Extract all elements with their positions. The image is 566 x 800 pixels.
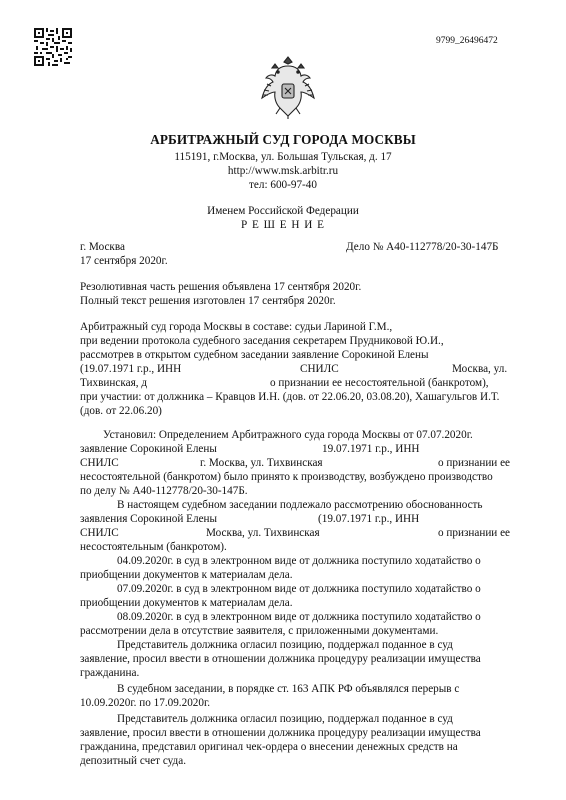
p1-line-1: Установил: Определением Арбитражного суда города Москвы от 07.07.2020г. <box>103 429 473 441</box>
p1-line-2a: заявление Сорокиной Елены <box>80 443 217 455</box>
p1-line-3c: о признании ее <box>438 457 511 469</box>
decision-title: Р Е Ш Е Н И Е <box>241 219 325 231</box>
p5-line-2: рассмотрении дела в отсутствие заявителя, с приложенными документами. <box>80 625 439 637</box>
p7-line-1: В судебном заседании, в порядке ст. 163 АПК РФ объявлялся перерыв с <box>117 683 460 695</box>
court-address: 115191, г.Москва, ул. Большая Тульская, д. 17 <box>174 151 392 163</box>
announce-line-2: Полный текст решения изготовлен 17 сентября 2020г. <box>80 295 336 307</box>
composition-line-2: при ведении протокола судебного заседания секретарем Прудниковой Ю.И., <box>80 335 444 347</box>
in-name-of: Именем Российской Федерации <box>207 205 359 217</box>
p8-line-3: гражданина, представил оригинал чек-ордера о внесении денежных средств на <box>80 741 458 753</box>
p2-line-2a: заявления Сорокиной Елены <box>80 513 218 525</box>
p1-line-2b: 19.07.1971 г.р., ИНН <box>322 443 420 455</box>
p8-line-2: заявление, просил ввести в отношении должника процедуру реализации имущества <box>80 727 481 739</box>
qr-code <box>34 28 72 66</box>
p7-line-2: 10.09.2020г. по 17.09.2020г. <box>80 697 211 709</box>
composition-line-5a: Тихвинская, д <box>80 377 148 389</box>
case-number: Дело № А40-112778/20-30-147Б <box>346 241 499 253</box>
court-phone: тел: 600-97-40 <box>249 179 317 191</box>
p6-line-2: заявление, просил ввести в отношении должника процедуру реализации имущества <box>80 653 481 665</box>
composition-line-4a: (19.07.1971 г.р., ИНН <box>80 363 182 375</box>
p2-line-4: несостоятельным (банкротом). <box>80 541 227 553</box>
p8-line-1: Представитель должника огласил позицию, поддержал поданное в суд <box>117 713 453 725</box>
p3-line-1: 04.09.2020г. в суд в электронном виде от должника поступило ходатайство о <box>117 555 481 567</box>
p1-line-3a: СНИЛС <box>80 457 119 469</box>
city: г. Москва <box>80 241 125 253</box>
p2-line-3b: Москва, ул. Тихвинская <box>206 527 320 539</box>
p5-line-1: 08.09.2020г. в суд в электронном виде от должника поступило ходатайство о <box>117 611 481 623</box>
composition-line-5b: о признании ее несостоятельной (банкротом), <box>270 377 489 389</box>
composition-line-3: рассмотрев в открытом судебном заседании заявление Сорокиной Елены <box>80 349 429 361</box>
court-name: АРБИТРАЖНЫЙ СУД ГОРОДА МОСКВЫ <box>150 132 416 147</box>
p6-line-3: гражданина. <box>80 667 140 679</box>
p2-line-1: В настоящем судебном заседании подлежало рассмотрению обоснованность <box>117 499 483 511</box>
p3-line-2: приобщении документов к материалам дела. <box>80 569 293 581</box>
composition-line-4c: Москва, ул. <box>452 363 508 375</box>
announce-line-1: Резолютивная часть решения объявлена 17 сентября 2020г. <box>80 281 362 293</box>
p1-line-5: по делу № А40-112778/20-30-147Б. <box>80 485 248 497</box>
composition-line-1: Арбитражный суд города Москвы в составе: судьи Лариной Г.М., <box>80 321 393 333</box>
decision-date: 17 сентября 2020г. <box>80 255 168 267</box>
composition-line-4b: СНИЛС <box>300 363 339 375</box>
coat-of-arms-emblem <box>258 54 318 120</box>
p6-line-1: Представитель должника огласил позицию, поддержал поданное в суд <box>117 639 453 651</box>
p2-line-3a: СНИЛС <box>80 527 119 539</box>
p8-line-4: депозитный счет суда. <box>80 755 187 767</box>
p1-line-3b: г. Москва, ул. Тихвинская <box>200 457 323 469</box>
document-code: 9799_26496472 <box>436 36 498 46</box>
composition-line-7: (дов. от 22.06.20) <box>80 405 162 417</box>
p2-line-2b: (19.07.1971 г.р., ИНН <box>318 513 420 525</box>
p4-line-2: приобщении документов к материалам дела. <box>80 597 293 609</box>
court-website: http://www.msk.arbitr.ru <box>227 165 339 177</box>
composition-line-6: при участии: от должника – Кравцов И.Н. (дов. от 22.06.20, 03.08.20), Хашагульгов И.Т. <box>80 391 500 403</box>
p2-line-3c: о признании ее <box>438 527 511 539</box>
p1-line-4: несостоятельной (банкротом) было принято к производству, возбуждено производство <box>80 471 493 483</box>
p4-line-1: 07.09.2020г. в суд в электронном виде от должника поступило ходатайство о <box>117 583 481 595</box>
